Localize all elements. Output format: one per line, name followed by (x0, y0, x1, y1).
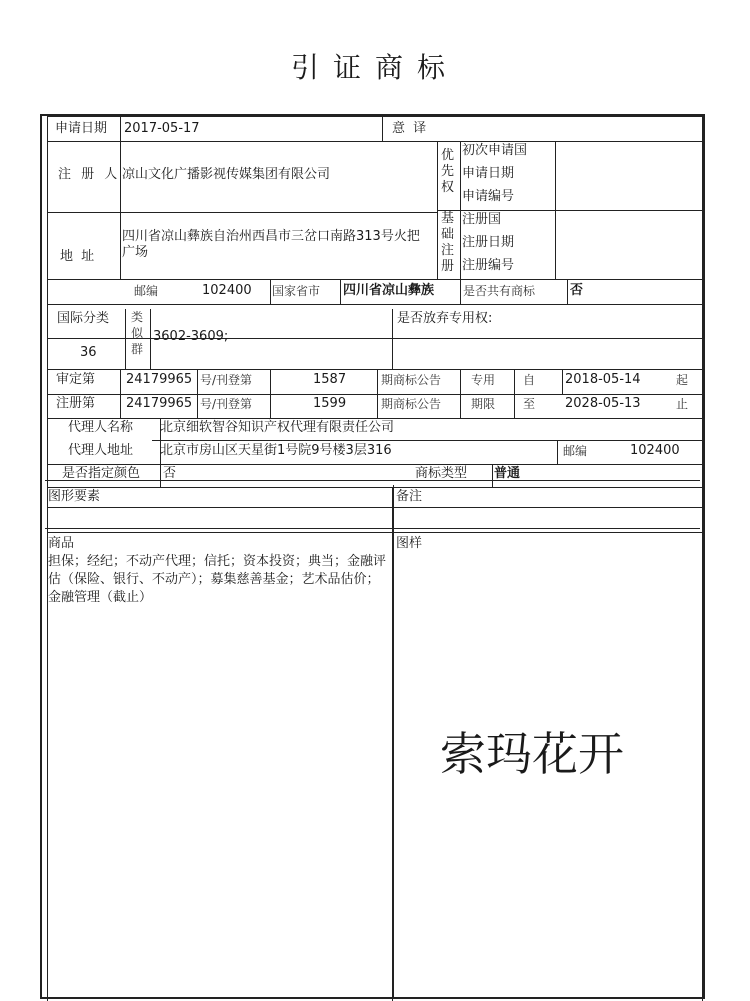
color-label: 是否指定颜色 (62, 466, 141, 481)
prelim-no: 24179965 (126, 372, 193, 387)
figure-elements-label: 图形要素 (48, 489, 101, 504)
similar-group-label-1: 类 (131, 310, 144, 324)
basic-reg-label-1: 基 (441, 211, 455, 226)
end-label: 止 (676, 397, 689, 411)
reg-label: 注册第 (56, 396, 96, 411)
priority-label-1: 优 (441, 148, 455, 163)
to-label: 至 (523, 397, 536, 411)
basic-reg-date-label: 注册日期 (462, 235, 515, 250)
prelim-label: 审定第 (56, 372, 96, 387)
prelim-gazette-suffix: 期商标公告 (381, 373, 442, 387)
waive-label: 是否放弃专用权: (397, 311, 493, 326)
priority-country-label: 初次申请国 (462, 143, 528, 158)
start-label: 起 (676, 373, 689, 387)
intl-class-label: 国际分类 (57, 311, 110, 326)
exclusive-from: 2018-05-14 (565, 372, 641, 387)
priority-date-label: 申请日期 (462, 166, 515, 181)
goods-value: 担保；经纪；不动产代理；信托；资本投资；典当；金融评估（保险、银行、不动产）；募集慈善基金；艺术品估价；金融管理（截止） (48, 554, 387, 605)
shared-mark-value: 否 (570, 283, 584, 298)
similar-group-label-3: 群 (131, 342, 144, 356)
reg-gazette-suffix: 期商标公告 (381, 397, 442, 411)
page-title: 引证商标 (290, 51, 459, 84)
sample-label: 图样 (396, 536, 423, 551)
agent-postcode-label: 邮编 (563, 444, 588, 458)
basic-reg-label-4: 册 (441, 259, 455, 274)
agent-label: 代理人名称 (68, 420, 134, 435)
basic-reg-number-label: 注册编号 (462, 258, 515, 273)
address-label: 地 址 (60, 249, 97, 264)
term-label: 期限 (471, 397, 496, 411)
trademark-sample-text: 索玛花开 (440, 727, 624, 781)
country-value: 四川省凉山彝族 (343, 283, 435, 298)
priority-label-2: 先 (441, 164, 455, 179)
reg-issue: 1599 (313, 396, 347, 411)
shared-mark-label: 是否共有商标 (463, 284, 536, 298)
postcode-value: 102400 (202, 283, 252, 298)
mark-type-value: 普通 (494, 466, 521, 481)
prelim-gazette-label: 号/刊登第 (200, 373, 253, 387)
agent-value: 北京细软智谷知识产权代理有限责任公司 (160, 420, 395, 435)
remarks-label: 备注 (396, 489, 423, 504)
postcode-label: 邮编 (134, 284, 159, 298)
application-date-value: 2017-05-17 (124, 121, 200, 136)
similar-group-label-2: 似 (131, 326, 144, 340)
exclusive-label: 专用 (471, 373, 496, 387)
priority-number-label: 申请编号 (462, 189, 515, 204)
registrant-label: 注 册 人 (58, 167, 121, 182)
reg-gazette-label: 号/刊登第 (200, 397, 253, 411)
basic-reg-label-3: 注 (441, 243, 455, 258)
exclusive-to: 2028-05-13 (565, 396, 641, 411)
prelim-issue: 1587 (313, 372, 347, 387)
intl-class-value: 36 (80, 345, 97, 360)
translation-label: 意 译 (392, 121, 429, 136)
address-value: 四川省凉山彝族自治州西昌市三岔口南路313号火把广场 (122, 229, 420, 260)
color-value: 否 (163, 466, 177, 481)
agent-address-label: 代理人地址 (68, 443, 134, 458)
priority-label-3: 权 (441, 180, 455, 195)
country-label: 国家省市 (272, 284, 321, 298)
reg-no: 24179965 (126, 396, 193, 411)
mark-type-label: 商标类型 (415, 466, 468, 481)
goods-label: 商品 (48, 536, 75, 551)
agent-postcode-value: 102400 (630, 443, 680, 458)
agent-address-value: 北京市房山区天星街1号院9号楼3层316 (160, 443, 392, 458)
basic-reg-country-label: 注册国 (462, 212, 502, 227)
application-date-label: 申请日期 (55, 121, 108, 136)
basic-reg-label-2: 础 (441, 227, 455, 242)
similar-group-value: 3602-3609; (153, 329, 229, 344)
from-label: 自 (523, 373, 536, 387)
registrant-value: 凉山文化广播影视传媒集团有限公司 (122, 167, 331, 182)
